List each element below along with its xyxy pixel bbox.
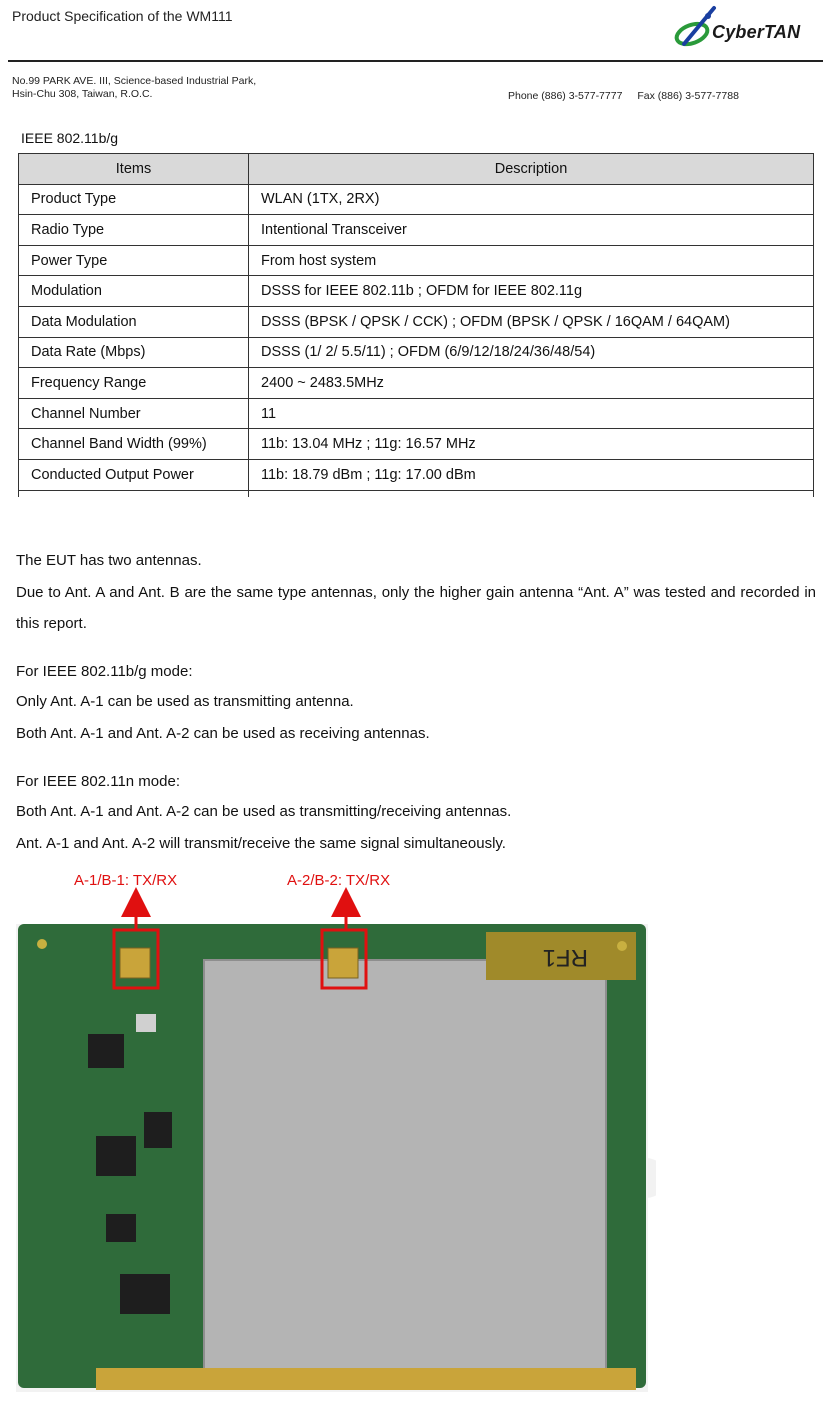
table-row [19, 459, 814, 490]
table-caption: IEEE 802.11b/g [21, 130, 119, 146]
n-mode-line: Ant. A-1 and Ant. A-2 will transmit/receive the same signal simultaneously. [16, 835, 506, 852]
board-notch [646, 1158, 656, 1198]
description-cell: WLAN (1TX, 2RX) [249, 184, 814, 215]
header-rule [8, 60, 823, 62]
chip [120, 1274, 170, 1314]
address-line: No.99 PARK AVE. III, Science-based Industrial Park, [12, 75, 257, 87]
antenna-connector-b [328, 948, 358, 978]
description-cell: 11 [249, 398, 814, 429]
chip [136, 1014, 156, 1032]
bg-mode-line: Both Ant. A-1 and Ant. A-2 can be used as receiving antennas. [16, 725, 430, 742]
chip [88, 1034, 124, 1068]
table-row [19, 429, 814, 460]
antenna-b-label: A-2/B-2: TX/RX [287, 872, 391, 889]
mounting-hole [37, 939, 47, 949]
chip [96, 1136, 136, 1176]
board-notch [16, 1168, 18, 1208]
antenna-connector-a [120, 948, 150, 978]
item-cell: Data Modulation [19, 306, 249, 337]
description-cell: DSSS (BPSK / QPSK / CCK) ; OFDM (BPSK / QPSK / 16QAM / 64QAM) [249, 306, 814, 337]
table-row-cut [19, 490, 814, 497]
n-mode-line: Both Ant. A-1 and Ant. A-2 can be used as transmitting/receiving antennas. [16, 803, 512, 820]
table-row [19, 215, 814, 246]
column-header-description: Description [249, 154, 814, 185]
bg-mode-line: Only Ant. A-1 can be used as transmitting antenna. [16, 693, 354, 710]
column-header-items: Items [19, 154, 249, 185]
item-cell: Channel Number [19, 398, 249, 429]
description-cell: 11b: 18.79 dBm ; 11g: 17.00 dBm [249, 459, 814, 490]
antenna-a-label: A-1/B-1: TX/RX [74, 872, 178, 889]
mounting-hole [617, 941, 627, 951]
phone-number: Phone (886) 3-577-7777 [508, 90, 623, 102]
antenna-intro: The EUT has two antennas. [16, 552, 202, 569]
company-contact [508, 90, 751, 102]
table-row [19, 398, 814, 429]
empty-cell [249, 490, 814, 497]
rf1-marking: RF1 [542, 944, 588, 971]
description-cell: From host system [249, 245, 814, 276]
table-row [19, 276, 814, 307]
antenna-note: Due to Ant. A and Ant. B are the same type antennas, only the higher gain antenna “Ant. A” was tested and recorded in this report. [16, 584, 816, 632]
table-row [19, 184, 814, 215]
table-row [19, 306, 814, 337]
edge-connector [96, 1368, 636, 1390]
description-cell: 11b: 13.04 MHz ; 11g: 16.57 MHz [249, 429, 814, 460]
item-cell: Power Type [19, 245, 249, 276]
description-cell: DSSS for IEEE 802.11b ; OFDM for IEEE 802.11g [249, 276, 814, 307]
item-cell: Radio Type [19, 215, 249, 246]
item-cell: Frequency Range [19, 368, 249, 399]
description-cell: 2400 ~ 2483.5MHz [249, 368, 814, 399]
item-cell: Channel Band Width (99%) [19, 429, 249, 460]
description-cell: DSSS (1/ 2/ 5.5/11) ; OFDM (6/9/12/18/24/36/48/54) [249, 337, 814, 368]
rf-shield [204, 960, 606, 1370]
wlan-module-photo [16, 868, 656, 1394]
chip [106, 1214, 136, 1242]
document-title: Product Specification of the WM111 [12, 8, 233, 24]
address-line: Hsin-Chu 308, Taiwan, R.O.C. [12, 88, 153, 100]
table-header-row [19, 154, 814, 185]
table-row [19, 337, 814, 368]
table-row [19, 368, 814, 399]
bg-mode-heading: For IEEE 802.11b/g mode: [16, 663, 193, 680]
description-cell: Intentional Transceiver [249, 215, 814, 246]
fax-number: Fax (886) 3-577-7788 [637, 90, 739, 102]
item-cell: Product Type [19, 184, 249, 215]
brand-name: CyberTAN [712, 22, 801, 42]
empty-cell [19, 490, 249, 497]
chip [144, 1112, 172, 1148]
table-row [19, 245, 814, 276]
item-cell: Data Rate (Mbps) [19, 337, 249, 368]
company-address [12, 75, 256, 101]
spec-table [18, 153, 814, 497]
n-mode-heading: For IEEE 802.11n mode: [16, 773, 180, 790]
item-cell: Modulation [19, 276, 249, 307]
item-cell: Conducted Output Power [19, 459, 249, 490]
